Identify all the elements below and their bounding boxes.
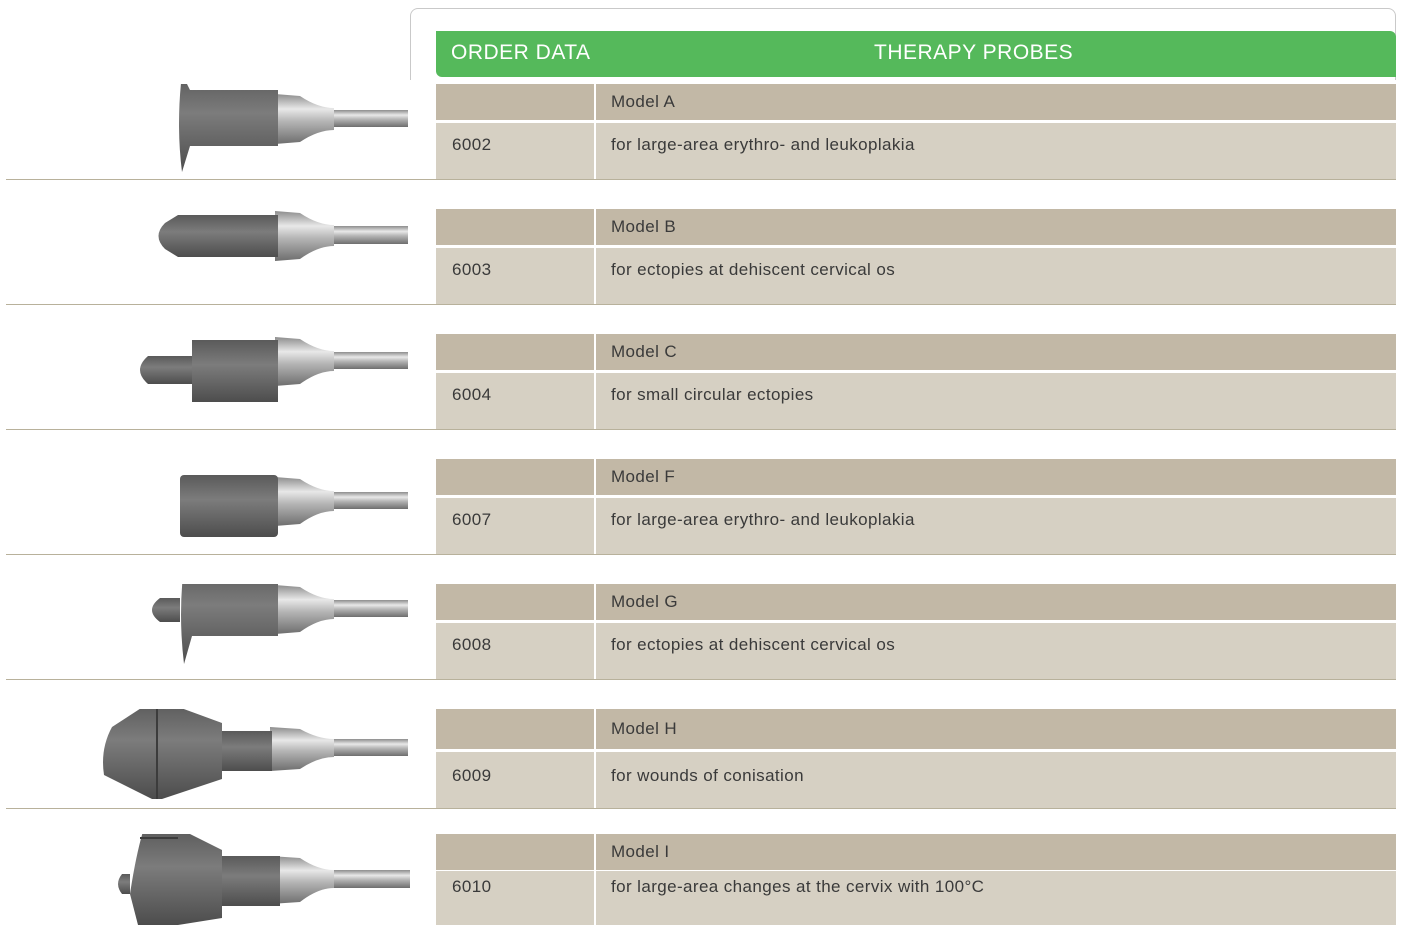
order-number: 6009	[436, 752, 594, 808]
probe-description: for large-area erythro- and leukoplakia	[596, 123, 1396, 179]
probe-description: for wounds of conisation	[596, 752, 1396, 808]
probe-model-h-image	[0, 709, 436, 809]
model-name: Model C	[596, 334, 1396, 370]
row-separator	[436, 554, 1396, 555]
order-number: 6008	[436, 623, 594, 679]
probe-description: for large-area erythro- and leukoplakia	[596, 498, 1396, 554]
row-separator	[436, 304, 1396, 305]
probe-row	[0, 84, 1402, 180]
header-therapy-probes: THERAPY PROBES	[874, 41, 1074, 64]
row-separator	[6, 554, 436, 555]
probe-description: for small circular ectopies	[596, 373, 1396, 429]
row-separator	[6, 429, 436, 430]
model-row-empty-cell	[436, 459, 594, 495]
order-number: 6004	[436, 373, 594, 429]
probe-row	[0, 584, 1402, 680]
probe-model-g-image	[0, 584, 436, 680]
model-row-empty-cell	[436, 834, 594, 870]
table-header	[436, 31, 1396, 77]
row-separator	[436, 429, 1396, 430]
probe-row	[0, 334, 1402, 430]
row-separator	[6, 679, 436, 680]
model-name: Model F	[596, 459, 1396, 495]
model-row-empty-cell	[436, 709, 594, 749]
probe-model-i-image	[0, 834, 436, 925]
probe-description: for ectopies at dehiscent cervical os	[596, 248, 1396, 304]
probe-description: for large-area changes at the cervix with 100°C	[596, 871, 1396, 925]
model-name: Model A	[596, 84, 1396, 120]
probe-row	[0, 209, 1402, 305]
row-separator	[6, 304, 436, 305]
order-number: 6007	[436, 498, 594, 554]
order-number: 6010	[436, 871, 594, 925]
model-name: Model H	[596, 709, 1396, 749]
model-name: Model G	[596, 584, 1396, 620]
probe-description: for ectopies at dehiscent cervical os	[596, 623, 1396, 679]
row-separator	[6, 808, 436, 809]
order-number: 6003	[436, 248, 594, 304]
order-number: 6002	[436, 123, 594, 179]
probe-row	[0, 459, 1402, 555]
model-name: Model B	[596, 209, 1396, 245]
model-row-empty-cell	[436, 209, 594, 245]
probe-model-b-image	[0, 209, 436, 305]
model-name: Model I	[596, 834, 1396, 870]
probe-model-a-image	[0, 84, 436, 180]
probe-row	[0, 834, 1402, 925]
header-order-data: ORDER DATA	[451, 41, 591, 64]
row-separator	[6, 179, 436, 180]
row-separator	[436, 808, 1396, 809]
row-separator	[436, 679, 1396, 680]
probe-model-f-image	[0, 459, 436, 555]
model-row-empty-cell	[436, 84, 594, 120]
row-separator	[436, 179, 1396, 180]
probe-model-c-image	[0, 334, 436, 430]
probe-row	[0, 709, 1402, 809]
model-row-empty-cell	[436, 334, 594, 370]
model-row-empty-cell	[436, 584, 594, 620]
